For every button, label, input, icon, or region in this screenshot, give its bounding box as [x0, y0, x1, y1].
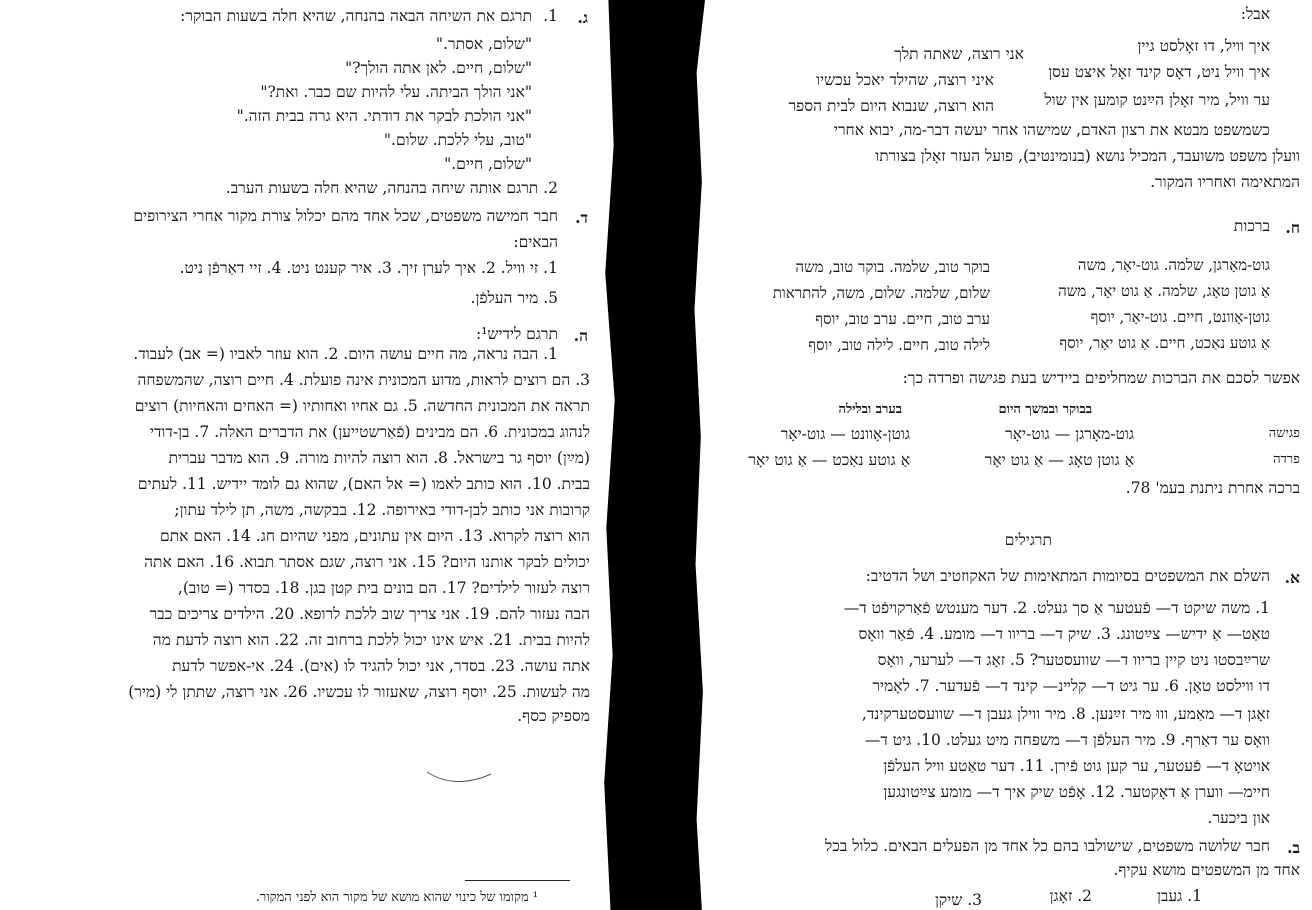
section-a-line: 1. משה שיקט ד— פֿעטער אַ סך געלט. 2. דער מענטש פֿאַרקויפֿט ד— [843, 599, 1270, 617]
table-cell: אַ גוטן טאָג — אַ גוט יאָר [984, 451, 1134, 469]
section-h-line: הוא רוצה לקרוא. 13. היום אין עתונים, מפני שהיום חג. 14. האם אתם [160, 527, 590, 545]
section-h-heading: תרגם לידיש¹: [475, 325, 558, 343]
explanation-line: וועלן משפט משועבד, המכיל נושא (בנומינטיב), פועל העזר זאָלן בצורתו [875, 147, 1300, 165]
footnote-rule [465, 880, 570, 881]
left-page [0, 0, 600, 910]
section-a-line: טאַט— אַ ידיש— צײַטונג. 3. שיק ד— בריוו ד— מומע. 4. פֿאַר וואָס [858, 625, 1270, 643]
right-page [705, 0, 1312, 910]
table-cell: גוט-מאָרגן — גוט-יאָר [1005, 425, 1134, 443]
summary-line: אפשר לסכם את הברכות שמחליפים ביידיש בעת פגישה ופרדה כך: [902, 369, 1300, 387]
dialogue-line: "טוב, עלי ללכת. שלום." [383, 131, 532, 149]
book-gutter [600, 0, 705, 910]
section-g-letter: ג. [577, 8, 588, 27]
dialogue-line: "שלום, חיים." [444, 155, 532, 173]
table-row-label: פגישה [1268, 426, 1300, 441]
greeting-yiddish: אַ גוטע נאַכט, חיים. אַ גוט יאָר, יוסף [1059, 334, 1270, 352]
section-h-line: תראה את המכונית החדשה. 5. גם אחיו ואחותיו (= האחים והאחיות) רוצים [134, 397, 590, 415]
section-a-line: חיימ— ווערן אַ דאָקטער. 12. אָפֿט שיק איך ד— מומע צײַטונגען [883, 783, 1270, 801]
dialogue-line: "אני הולך הביתה. עלי להיות שם כבר. ואת?" [260, 83, 532, 101]
section-h-line: יכולים לבקר אותנו היום? 15. אני רוצה, שגם אסתר תבוא. 16. האם אתה [144, 553, 590, 571]
greeting-hebrew: בוקר טוב, שלמה. בוקר טוב, משה [795, 258, 990, 276]
section-g-item1-num: 1. [543, 7, 558, 25]
section-a-line: דו ווילסט טאָן. 6. ער גיט ד— קלײנ— קינד ד— פֿעדער. 7. לאָמיר [872, 677, 1270, 695]
greeting-yiddish: גוטן-אָוונט, חיים. גוט-יאָר, יוסף [1090, 308, 1270, 326]
section-b-verb: 3. שיקן [934, 891, 982, 909]
section-b-verb: 1. געבן [1156, 887, 1202, 905]
section-h-line: מספיק כסף. [517, 707, 590, 725]
section-h-line: 1. הבה נראה, מה חיים עושה היום. 2. הוא עוזר לאביו (= אב) לעבוד. [133, 345, 558, 363]
dialogue-line: "אני הולכת לבקר את דודתי. היא גרה בבית הזה." [236, 107, 532, 125]
exercises-title: תרגילים [1004, 531, 1052, 549]
section-h-letter: ה. [573, 326, 588, 345]
section-h-line: אתה עושה. 23. בסדר, אני יכול להגיד לו (אים). 24. אי-אפשר לדעת [172, 657, 590, 675]
section-b-line: חבר שלושה משפטים, שישולבו בהם כל אחד מן הפעלים הבאים. כלול בכל [825, 837, 1270, 855]
section-h-line: בבית. 10. הוא כותב לאמו (= אל האם), שהוא גם לומד יידיש. 11. לעתים [137, 475, 590, 493]
example-hebrew: איני רוצה, שהילד יאכל עכשיו [816, 71, 994, 89]
example-yiddish: איך וויל ניט, דאָס קינד זאָל איצט עסן [1048, 63, 1270, 81]
example-hebrew: אני רוצה, שאתה תלך [894, 45, 1024, 63]
greeting-hebrew: ערב טוב, חיים. ערב טוב, יוסף [815, 310, 990, 328]
section-a-line: אויטאָ ד— פֿעטער, ער קען גוט פֿירן. 11. דער טאַטע וויל העלפֿן [883, 757, 1270, 775]
section-a-line: זאָגן ד— מאַמע, וווּ מיר זײַנען. 8. מיר ווילן געבן ד— שוועסטערקינד, [861, 705, 1270, 723]
intro: אבל: [1240, 5, 1270, 23]
section-h-line: קרובות אני כותב לבן-דודי באירופה. 12. בבקשה, משה, תן לילד עתון; [174, 501, 590, 519]
example-yiddish: ער וויל, מיר זאָלן הײַנט קומען אין שול [1044, 91, 1270, 109]
section-h-line: רוצה לעזור לילדים? 17. הם בונים בית קטן בגן. 18. בסדר (= טוב), [177, 579, 590, 597]
table-cell: גוטן-אָוונט — גוט-יאָר [780, 425, 910, 443]
greeting-yiddish: גוט-מאָרגן, שלמה. גוט-יאָר, משה [1077, 256, 1270, 274]
table-col-morning: בבוקר ובמשך היום [998, 402, 1092, 417]
section-a-heading: השלם את המשפטים בסיומות המתאימות של האקוזטיב ושל הדטיב: [865, 567, 1270, 585]
section-a-letter: א. [1284, 568, 1300, 587]
section-h-line: לנהוג במכונית. 6. הם מבינים (פֿאַרשטייען) את הדברים האלה. 7. בן-דודי [149, 423, 590, 441]
section-g-item2: 2. תרגם אותה שיחה בהנחה, שהיא חלה בשעות הערב. [225, 179, 558, 197]
pencil-mark [425, 768, 495, 790]
section-d-line: חבר חמישה משפטים, שכל אחד מהם יכלול צורת מקור אחרי הצירופים [133, 207, 558, 225]
ref-line: ברכה אחרת ניתנת בעמ' 78. [1125, 479, 1300, 497]
example-hebrew: הוא רוצה, שנבוא היום לבית הספר [788, 97, 994, 115]
section-h-line: מה לעשות. 25. יוסף רוצה, שאעזור לו עכשיו. 26. אני רוצה, שתתן לי (מיר) [128, 683, 590, 701]
section-ch-title: ברכות [1233, 217, 1270, 235]
section-d-line: 5. מיר העלפֿן. [470, 289, 558, 307]
table-col-evening: בערב ובלילה [838, 402, 902, 417]
table-cell: אַ גוטע נאַכט — אַ גוט יאָר [748, 451, 910, 469]
section-ch-letter: ח. [1285, 218, 1300, 237]
section-d-line: הבאים: [513, 233, 558, 251]
section-h-line: 3. הם רוצים לראות, מדוע המכונית אינה פועלת. 4. חיים רוצה, שהמשפחה [137, 371, 590, 389]
greeting-hebrew: שלום, שלמה. שלום, משה, להתראות [772, 284, 990, 302]
section-a-line: און ביכער. [1207, 809, 1270, 827]
footnote: ¹ מקומו של כינוי שהוא מושא של מקור הוא לפני המקור. [255, 890, 538, 905]
section-b-letter: ב. [1287, 838, 1300, 857]
table-row-label: פרדה [1273, 452, 1300, 467]
greeting-hebrew: לילה טוב, חיים. לילה טוב, יוסף [808, 336, 990, 354]
section-g-item1-text: תרגם את השיחה הבאה בהנחה, שהיא חלה בשעות הבוקר: [180, 7, 532, 25]
dialogue-line: "שלום, אסתר." [435, 35, 532, 53]
greeting-yiddish: אַ גוטן טאָג, שלמה. אַ גוט יאָר, משה [1058, 282, 1270, 300]
section-h-line: (מײַן) יוסף גר בישראל. 8. הוא רוצה להיות מורה. 9. הוא מדבר עברית [168, 449, 590, 467]
section-b-verb: 2. זאָגן [1049, 887, 1092, 905]
explanation-line: כשמשפט מבטא את רצון האדם, שמישהו אחר יעשה דבר-מה, יבוא אחרי [833, 121, 1270, 139]
example-yiddish: איך וויל, דו זאָלסט גיין [1137, 37, 1270, 55]
section-d-letter: ד. [575, 208, 588, 227]
dialogue-line: "שלום, חיים. לאן אתה הולך?" [345, 59, 532, 77]
section-a-line: שרײַבסטו ניט קיין בריוו ד— שוועסטער? 5. זאָג ד— לערער, וואָס [877, 651, 1270, 669]
section-a-line: וואָס ער דאַרף. 9. מיר העלפֿן ד— משפחה מיט געלט. 10. גיט ד— [864, 731, 1270, 749]
section-h-line: להיות בבית. 21. איש אינו יכול ללכת ברחוב זה. 22. הוא רוצה לדעת מה [152, 631, 590, 649]
section-d-line: 1. זי וויל. 2. איך לערן זיך. 3. איר קענט ניט. 4. זיי דאַרפֿן ניט. [179, 259, 558, 277]
section-b-line: אחד מן המשפטים מושא עקיף. [1113, 861, 1300, 879]
section-h-line: הבה נעזור להם. 19. אני צריך שוב ללכת לרופא. 20. הילדים צריכים כבר [149, 605, 590, 623]
explanation-line: המתאימה ואחריו המקור. [1150, 173, 1300, 191]
